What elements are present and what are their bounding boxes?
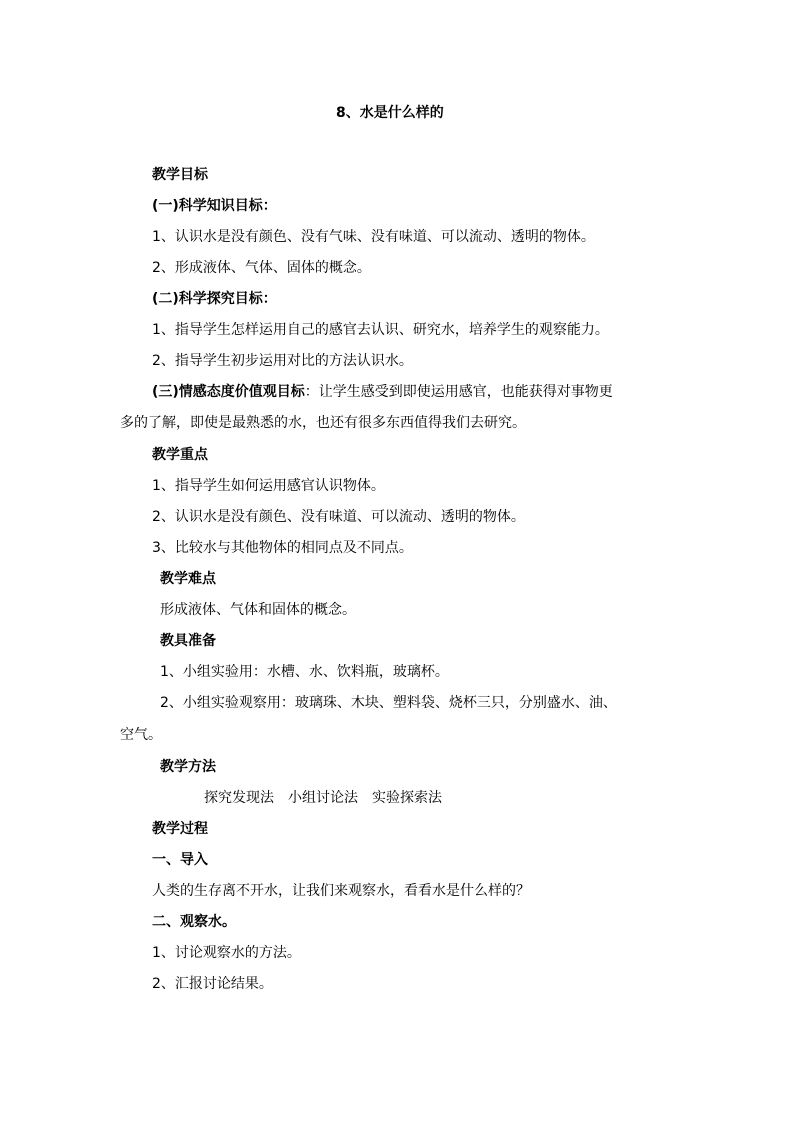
step1-heading: 一、导入 bbox=[152, 852, 208, 868]
key-points-heading: 教学重点 bbox=[152, 447, 208, 463]
materials-item-1: 1、小组实验用：水槽、水、饮料瓶，玻璃杯。 bbox=[160, 664, 449, 680]
knowledge-item-2: 2、形成液体、气体、固体的概念。 bbox=[152, 260, 371, 276]
key-point-1: 1、指导学生如何运用感官认识物体。 bbox=[152, 478, 385, 494]
emotion-paragraph-line-2: 多的了解，即使是最熟悉的水，也还有很多东西值得我们去研究。 bbox=[120, 415, 526, 431]
emotion-text: ：让学生感受到即使运用感官，也能获得对事物更 bbox=[304, 384, 613, 400]
key-point-3: 3、比较水与其他物体的相同点及不同点。 bbox=[152, 540, 413, 556]
emotion-paragraph-line-1 bbox=[152, 383, 613, 401]
page-title: 8、水是什么样的 bbox=[336, 105, 444, 121]
objectives-heading: 教学目标 bbox=[152, 167, 208, 183]
materials-heading: 教具准备 bbox=[160, 633, 216, 649]
difficulty-heading: 教学难点 bbox=[160, 571, 216, 587]
key-point-2: 2、认识水是没有颜色、没有味道、可以流动、透明的物体。 bbox=[152, 509, 525, 525]
materials-item-2: 2、小组实验观察用：玻璃珠、木块、塑料袋、烧杯三只，分别盛水、油、 bbox=[160, 695, 617, 711]
difficulty-text: 形成液体、气体和固体的概念。 bbox=[160, 602, 356, 618]
step2-item-2: 2、汇报讨论结果。 bbox=[152, 976, 273, 992]
methods-text: 探究发现法 小组讨论法 实验探索法 bbox=[204, 790, 442, 806]
materials-item-2-cont: 空气。 bbox=[120, 727, 162, 743]
methods-heading: 教学方法 bbox=[160, 759, 216, 775]
emotion-heading: (三)情感态度价值观目标 bbox=[152, 384, 305, 400]
knowledge-item-1: 1、认识水是没有颜色、没有气味、没有味道、可以流动、透明的物体。 bbox=[152, 229, 595, 245]
step1-text: 人类的生存离不开水，让我们来观察水，看看水是什么样的？ bbox=[152, 883, 530, 899]
inquiry-heading: (二)科学探究目标： bbox=[152, 291, 277, 307]
inquiry-item-2: 2、指导学生初步运用对比的方法认识水。 bbox=[152, 353, 413, 369]
knowledge-heading: (一)科学知识目标： bbox=[152, 198, 277, 214]
step2-item-1: 1、讨论观察水的方法。 bbox=[152, 945, 301, 961]
process-heading: 教学过程 bbox=[152, 821, 208, 837]
inquiry-item-1: 1、指导学生怎样运用自己的感官去认识、研究水，培养学生的观察能力。 bbox=[152, 322, 609, 338]
step2-heading: 二、观察水。 bbox=[152, 914, 236, 930]
